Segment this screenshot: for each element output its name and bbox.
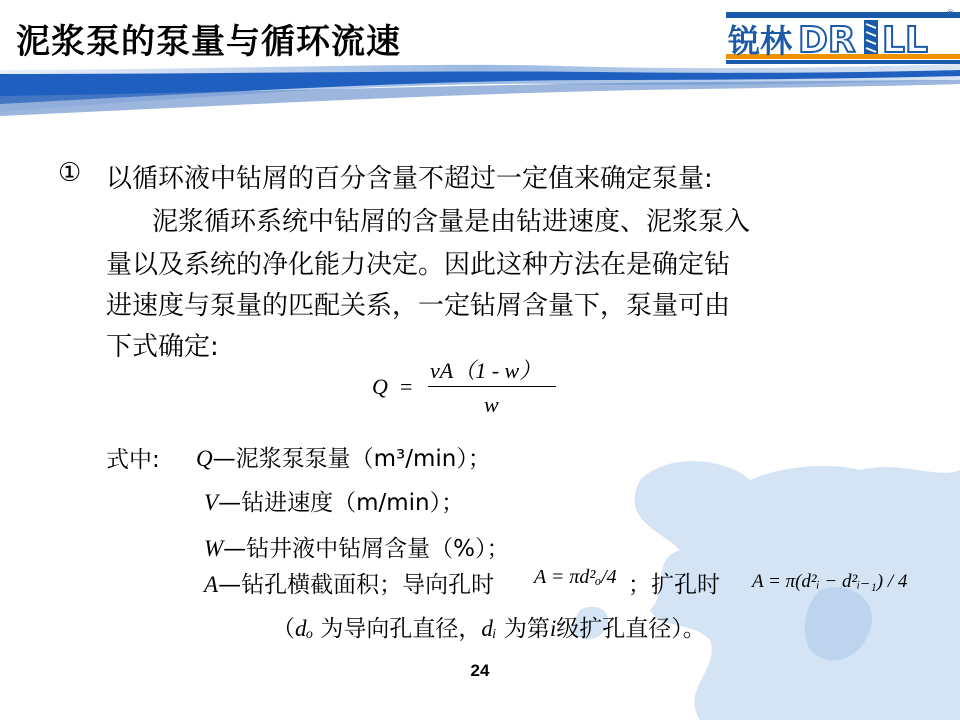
formula-denominator: w bbox=[484, 392, 499, 417]
logo-chinese-text: 锐林 bbox=[728, 22, 793, 60]
section-heading: 以循环液中钻屑的百分含量不超过一定值来确定泵量: bbox=[106, 164, 713, 194]
paragraph-line-1: 泥浆循环系统中钻屑的含量是由钻进速度、泥浆泵入 bbox=[152, 207, 751, 237]
page-title: 泥浆泵的泵量与循环流速 bbox=[16, 22, 401, 62]
registered-mark: ® bbox=[946, 9, 955, 19]
definition-v-symbol: V bbox=[204, 490, 219, 515]
note-part-2: 为第 bbox=[503, 616, 550, 642]
diameter-note bbox=[272, 610, 706, 643]
definition-q bbox=[196, 440, 491, 473]
note-part-1: 为导向孔直径， bbox=[320, 616, 482, 642]
definition-a-text: —钻孔横截面积；导向孔时 bbox=[218, 572, 495, 598]
note-i: i bbox=[549, 616, 557, 641]
page-number: 24 bbox=[470, 661, 490, 680]
paragraph-line-3: 进速度与泵量的匹配关系，一定钻屑含量下，泵量可由 bbox=[106, 291, 731, 321]
logo-graphic bbox=[726, 2, 960, 72]
paragraph-line-4: 下式确定: bbox=[106, 332, 219, 362]
note-open-paren: （ bbox=[272, 616, 295, 642]
svg-text:LL: LL bbox=[882, 20, 928, 61]
definition-q-text: —泥浆泵泵量（m³/min）； bbox=[212, 446, 491, 472]
item-marker: ① bbox=[58, 158, 82, 188]
company-logo bbox=[726, 2, 960, 72]
definition-a-symbol: A bbox=[204, 572, 219, 597]
definition-w-symbol: W bbox=[204, 536, 224, 561]
paragraph-line-2: 量以及系统的净化能力决定。因此这种方法在是确定钻 bbox=[106, 250, 731, 280]
formula-equals: = bbox=[400, 374, 413, 399]
note-d0: dₒ bbox=[295, 616, 314, 641]
logo-drill-text: DR bbox=[798, 20, 856, 61]
pilot-area-formula: A = πd²ₒ/4 bbox=[534, 566, 617, 588]
definition-w bbox=[204, 530, 510, 563]
note-di: dᵢ bbox=[481, 616, 497, 641]
definition-q-symbol: Q bbox=[196, 446, 213, 471]
fraction-bar bbox=[428, 386, 556, 387]
reaming-label: ；扩孔时 bbox=[628, 572, 720, 598]
definitions-intro: 式中: bbox=[106, 447, 160, 473]
definition-v bbox=[204, 484, 464, 517]
definition-w-text: —钻井液中钻屑含量（%）； bbox=[223, 536, 510, 562]
note-part-3: 级扩孔直径）。 bbox=[556, 616, 706, 642]
formula-lhs: Q bbox=[372, 374, 388, 399]
pump-flow-formula bbox=[372, 352, 572, 422]
definition-v-text: —钻进速度（m/min）； bbox=[218, 490, 465, 516]
formula-numerator: vA（1 - w） bbox=[430, 358, 542, 383]
definition-a bbox=[204, 566, 494, 599]
reaming-area-formula: A = π(d²ᵢ − d²ᵢ₋₁) / 4 bbox=[752, 571, 908, 592]
